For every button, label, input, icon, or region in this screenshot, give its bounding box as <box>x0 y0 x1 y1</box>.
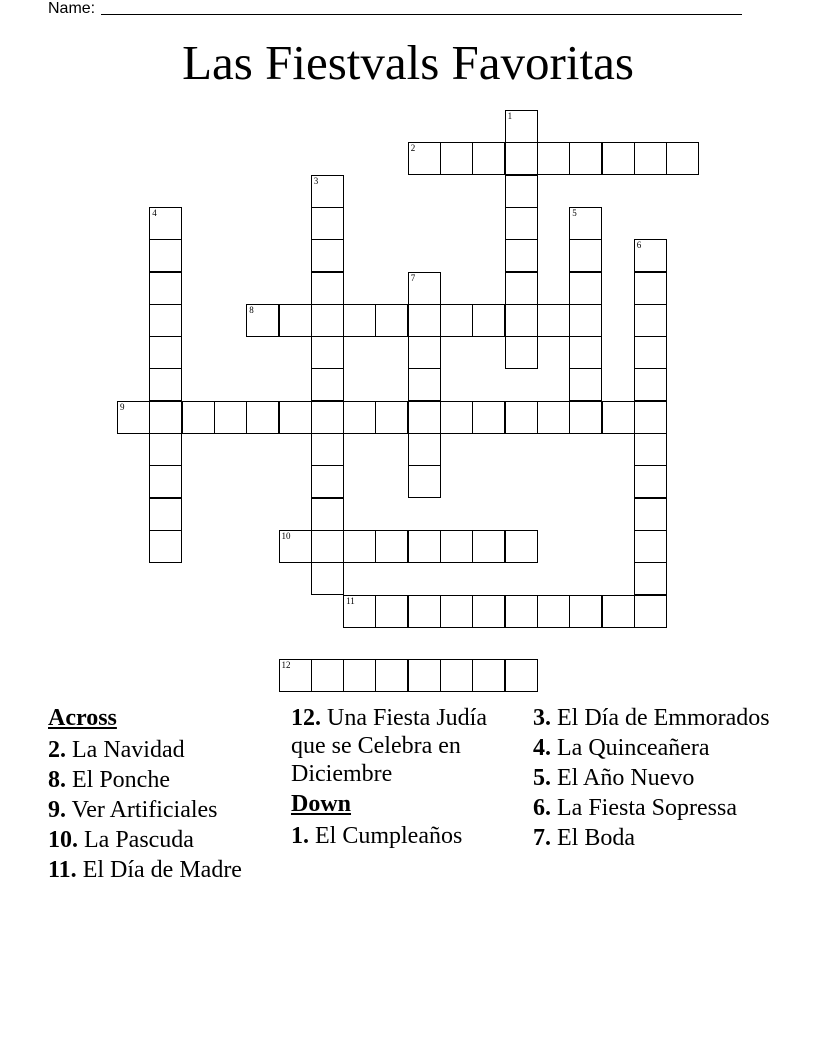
crossword-cell[interactable] <box>149 498 182 531</box>
crossword-cell[interactable] <box>634 401 667 434</box>
crossword-cell[interactable] <box>666 142 699 175</box>
crossword-cell[interactable] <box>634 272 667 305</box>
crossword-cell[interactable] <box>149 465 182 498</box>
down-clue <box>533 704 803 732</box>
crossword-cell[interactable] <box>634 304 667 337</box>
crossword-cell[interactable] <box>149 304 182 337</box>
clue-number: 6. <box>533 795 551 821</box>
crossword-cell[interactable] <box>149 368 182 401</box>
crossword-cell[interactable] <box>246 401 279 434</box>
crossword-cell[interactable] <box>634 142 667 175</box>
crossword-cell[interactable] <box>505 142 538 175</box>
clue-number: 10. <box>48 827 78 853</box>
crossword-cell[interactable] <box>408 659 441 692</box>
crossword-cell[interactable] <box>569 336 602 369</box>
cell-number: 5 <box>572 207 577 218</box>
down-clue <box>533 824 803 852</box>
name-label: Name: <box>48 0 96 17</box>
clue-number: 4. <box>533 735 551 761</box>
crossword-cell[interactable] <box>505 272 538 305</box>
crossword-cell[interactable] <box>375 595 408 628</box>
crossword-cell[interactable] <box>472 530 505 563</box>
crossword-cell[interactable] <box>505 530 538 563</box>
crossword-cell[interactable] <box>375 304 408 337</box>
clue-number: 2. <box>48 737 66 763</box>
clue-number: 5. <box>533 765 551 791</box>
cell-number: 4 <box>152 207 157 218</box>
across-clue <box>48 766 278 794</box>
clue-text: El Día de Emmorados <box>557 705 770 731</box>
crossword-cell[interactable] <box>569 304 602 337</box>
crossword-cell[interactable] <box>440 530 473 563</box>
crossword-cell[interactable] <box>311 175 344 208</box>
crossword-cell[interactable] <box>634 336 667 369</box>
clue-text: El Ponche <box>72 767 170 793</box>
cell-number: 3 <box>313 175 319 186</box>
crossword-cell[interactable] <box>311 304 344 337</box>
crossword-cell[interactable] <box>505 175 538 208</box>
down-clue <box>533 764 803 792</box>
crossword-cell[interactable] <box>440 401 473 434</box>
crossword-cell[interactable] <box>408 595 441 628</box>
crossword-cell[interactable] <box>408 142 441 175</box>
clue-column-3 <box>533 704 803 854</box>
crossword-cell[interactable] <box>569 595 602 628</box>
crossword-cell[interactable] <box>246 304 279 337</box>
clue-column-2 <box>291 704 521 852</box>
across-clue <box>48 796 278 824</box>
page-title: Las Fiestvals Favoritas <box>182 35 634 90</box>
crossword-cell[interactable] <box>311 368 344 401</box>
crossword-cell[interactable] <box>408 304 441 337</box>
crossword-cell[interactable] <box>505 336 538 369</box>
down-heading: Down <box>291 791 352 817</box>
crossword-cell[interactable] <box>311 659 344 692</box>
crossword-cell[interactable] <box>311 498 344 531</box>
crossword-cell[interactable] <box>569 207 602 240</box>
crossword-cell[interactable] <box>149 433 182 466</box>
clue-column-1 <box>48 704 278 886</box>
crossword-cell[interactable] <box>375 401 408 434</box>
crossword-cell[interactable] <box>311 336 344 369</box>
cell-number: 7 <box>410 272 416 283</box>
crossword-cell[interactable] <box>343 659 376 692</box>
crossword-cell[interactable] <box>343 304 376 337</box>
cell-number: 1 <box>507 111 513 121</box>
clue-text: La Quinceañera <box>557 735 710 761</box>
clue-number: 1. <box>291 823 309 849</box>
across-clue <box>48 826 278 854</box>
clue-number: 8. <box>48 767 66 793</box>
clue-number: 12. <box>291 705 321 731</box>
crossword-cell[interactable] <box>634 498 667 531</box>
crossword-cell[interactable] <box>537 142 570 175</box>
crossword-cell[interactable] <box>311 207 344 240</box>
down-clue <box>533 794 803 822</box>
crossword-cell[interactable] <box>505 110 538 143</box>
crossword-cell[interactable] <box>311 465 344 498</box>
clue-number: 9. <box>48 797 66 823</box>
clue-text: La Pascuda <box>84 827 194 853</box>
cell-number: 9 <box>120 401 125 412</box>
crossword-cell[interactable] <box>311 239 344 272</box>
crossword-cell[interactable] <box>408 433 441 466</box>
crossword-cell[interactable] <box>182 401 215 434</box>
crossword-cell[interactable] <box>602 401 635 434</box>
crossword-cell[interactable] <box>602 595 635 628</box>
crossword-cell[interactable] <box>472 142 505 175</box>
clue-text: Ver Artificiales <box>71 797 218 823</box>
crossword-cell[interactable] <box>149 336 182 369</box>
crossword-cell[interactable] <box>149 530 182 563</box>
crossword-cell[interactable] <box>408 530 441 563</box>
crossword-cell[interactable] <box>408 401 441 434</box>
crossword-cell[interactable] <box>505 659 538 692</box>
clue-text: La Navidad <box>72 737 185 763</box>
cell-number: 10 <box>281 530 291 541</box>
crossword-cell[interactable] <box>149 207 182 240</box>
crossword-cell[interactable] <box>472 401 505 434</box>
crossword-cell[interactable] <box>634 433 667 466</box>
clue-text: Una Fiesta Judía que se Celebra en Diciembre <box>291 705 487 787</box>
crossword-cell[interactable] <box>408 272 441 305</box>
crossword-cell[interactable] <box>343 401 376 434</box>
crossword-cell[interactable] <box>440 595 473 628</box>
crossword-cell[interactable] <box>311 433 344 466</box>
crossword-cell[interactable] <box>569 401 602 434</box>
down-clue <box>533 734 803 762</box>
crossword-cell[interactable] <box>537 304 570 337</box>
clue-number: 11. <box>48 857 77 883</box>
crossword-cell[interactable] <box>279 401 312 434</box>
crossword-cell[interactable] <box>311 562 344 595</box>
crossword-cell[interactable] <box>279 659 312 692</box>
crossword-cell[interactable] <box>311 272 344 305</box>
across-clue <box>48 856 278 884</box>
clue-text: El Año Nuevo <box>557 765 695 791</box>
clue-text: El Boda <box>557 825 635 851</box>
across-clue <box>48 736 278 764</box>
cell-number: 11 <box>346 595 355 606</box>
cell-number: 8 <box>249 304 254 315</box>
crossword-cell[interactable] <box>149 401 182 434</box>
clue-text: El Cumpleaños <box>315 823 463 849</box>
crossword-cell[interactable] <box>375 659 408 692</box>
crossword-cell[interactable] <box>408 465 441 498</box>
crossword-cell[interactable] <box>149 239 182 272</box>
crossword-cell[interactable] <box>408 336 441 369</box>
crossword-cell[interactable] <box>472 304 505 337</box>
crossword-cell[interactable] <box>408 368 441 401</box>
crossword-cell[interactable] <box>311 530 344 563</box>
crossword-cell[interactable] <box>634 530 667 563</box>
crossword-cell[interactable] <box>634 595 667 628</box>
crossword-cell[interactable] <box>569 239 602 272</box>
clue-number: 7. <box>533 825 551 851</box>
crossword-cell[interactable] <box>375 530 408 563</box>
crossword-cell[interactable] <box>634 465 667 498</box>
crossword-cell[interactable] <box>505 304 538 337</box>
crossword-cell[interactable] <box>440 142 473 175</box>
crossword-cell[interactable] <box>311 401 344 434</box>
cell-number: 2 <box>410 143 416 154</box>
crossword-cell[interactable] <box>505 401 538 434</box>
crossword-cell[interactable] <box>537 595 570 628</box>
across-clue <box>291 704 521 788</box>
cell-number: 6 <box>636 240 642 251</box>
cell-number: 12 <box>281 660 291 671</box>
crossword-cell[interactable] <box>149 272 182 305</box>
crossword-cell[interactable] <box>602 142 635 175</box>
crossword-cell[interactable] <box>505 207 538 240</box>
crossword-cell[interactable] <box>505 595 538 628</box>
crossword-cell[interactable] <box>472 659 505 692</box>
crossword-cell[interactable] <box>634 368 667 401</box>
down-clue <box>291 822 521 850</box>
crossword-cell[interactable] <box>343 530 376 563</box>
crossword-cell[interactable] <box>505 239 538 272</box>
crossword-cell[interactable] <box>343 595 376 628</box>
crossword-cell[interactable] <box>634 239 667 272</box>
crossword-cell[interactable] <box>634 562 667 595</box>
crossword-cell[interactable] <box>117 401 150 434</box>
crossword-cell[interactable] <box>569 368 602 401</box>
crossword-cell[interactable] <box>537 401 570 434</box>
across-heading: Across <box>48 705 117 731</box>
clue-number: 3. <box>533 705 551 731</box>
crossword-cell[interactable] <box>440 659 473 692</box>
clue-text: La Fiesta Sopressa <box>557 795 737 821</box>
crossword-cell[interactable] <box>279 304 312 337</box>
clue-text: El Día de Madre <box>82 857 242 883</box>
crossword-cell[interactable] <box>214 401 247 434</box>
crossword-cell[interactable] <box>279 530 312 563</box>
crossword-cell[interactable] <box>440 304 473 337</box>
crossword-cell[interactable] <box>472 595 505 628</box>
crossword-cell[interactable] <box>569 142 602 175</box>
crossword-cell[interactable] <box>569 272 602 305</box>
